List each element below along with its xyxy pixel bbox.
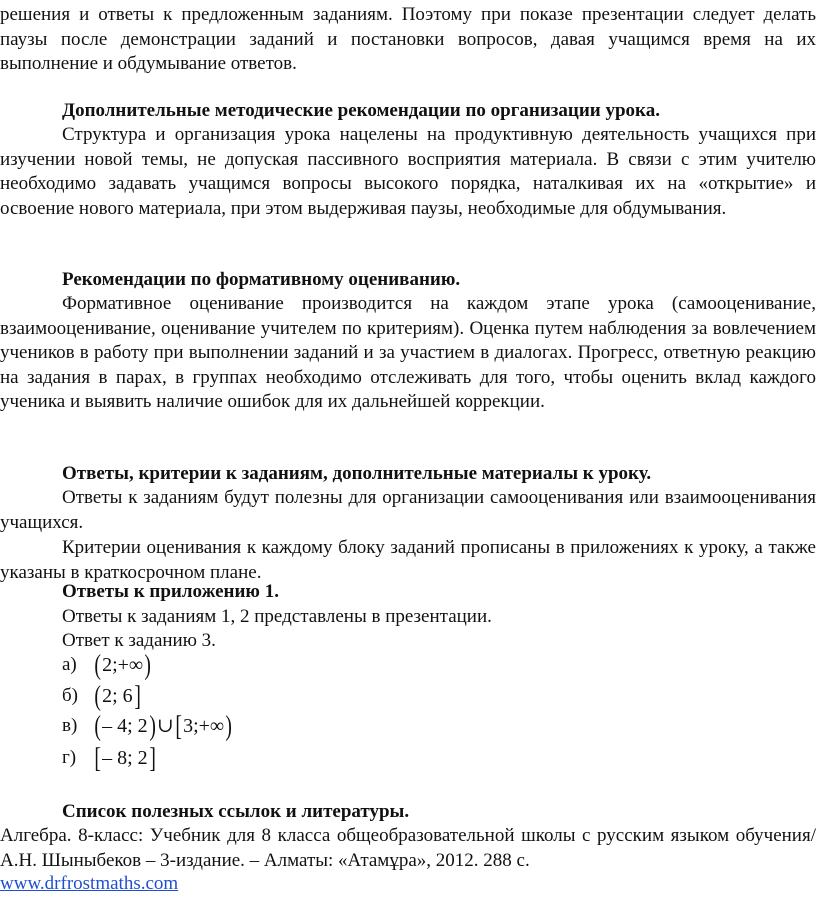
answer-value: 2; 6 bbox=[102, 685, 133, 708]
answer-value: – 8; 2 bbox=[102, 747, 148, 770]
answer-label: б) bbox=[62, 685, 78, 707]
answer-c bbox=[62, 711, 233, 744]
close-bracket: ) bbox=[149, 711, 156, 743]
answer-b bbox=[62, 681, 142, 714]
open-bracket: [ bbox=[175, 711, 182, 743]
open-bracket: ( bbox=[94, 650, 101, 682]
answers-paragraph-2: Критерии оценивания к каждому блоку заданий прописаны в приложениях к уроку, а также указаны в краткосрочном плане. bbox=[0, 537, 816, 583]
open-bracket: ( bbox=[94, 681, 101, 713]
appendix-line-1: Ответы к заданиям 1, 2 представлены в презентации. bbox=[62, 606, 492, 627]
footer-link[interactable]: www.drfrostmaths.com bbox=[0, 873, 179, 894]
open-bracket: [ bbox=[94, 743, 101, 775]
formative-heading: Рекомендации по формативному оцениванию. bbox=[62, 269, 461, 290]
appendix-heading: Ответы к приложению 1. bbox=[62, 581, 279, 602]
answer-value: – 4; 2 bbox=[102, 715, 148, 738]
close-bracket: ] bbox=[149, 743, 156, 775]
answer-expression bbox=[93, 743, 157, 775]
answer-value: 3;+∞ bbox=[183, 715, 225, 738]
answer-expression bbox=[93, 711, 234, 743]
answers-paragraph-1: Ответы к заданиям будут полезны для организации самооценивания или взаимооценивания учащихся. bbox=[0, 487, 816, 533]
close-bracket: ] bbox=[134, 681, 141, 713]
answer-label: в) bbox=[62, 715, 78, 737]
references-heading: Список полезных ссылок и литературы. bbox=[62, 801, 410, 822]
answer-expression bbox=[93, 681, 142, 713]
close-bracket: ) bbox=[225, 711, 233, 743]
answer-d bbox=[62, 743, 157, 776]
answer-label: г) bbox=[62, 747, 77, 769]
method-heading: Дополнительные методические рекомендации по организации урока. bbox=[62, 100, 660, 121]
answers-heading: Ответы, критерии к заданиям, дополнительные материалы к уроку. bbox=[62, 463, 652, 484]
close-bracket: ) bbox=[144, 650, 152, 682]
answer-a bbox=[62, 650, 153, 683]
appendix-line-2: Ответ к заданию 3. bbox=[62, 630, 216, 651]
open-bracket: ( bbox=[94, 711, 101, 743]
method-paragraph: Структура и организация урока нацелены на продуктивную деятельность учащихся при изучении новой темы, не допуская пассивного восприятия материала. В связи с этим учителю необходимо задавать учащимся вопросы высокого порядка, наталкивая их на «открытие» и освоение нового материала, при этом выдерживая паузы, необходимые для обдумывания. bbox=[0, 124, 816, 219]
formative-paragraph: Формативное оценивание производится на каждом этапе урока (самооценивание, взаимооценивание, оценивание учителем по критериям). Оценка путем наблюдения за вовлечением учеников в работу при выполнении заданий и за участием в диалогах. Прогресс, ответную реакцию на задания в парах, в группах необходимо отслеживать для того, чтобы оценить вклад каждого ученика и выявить наличие ошибок для их дальнейшей коррекции. bbox=[0, 293, 816, 412]
union-symbol: ∪ bbox=[156, 715, 174, 738]
intro-paragraph: решения и ответы к предложенным заданиям. Поэтому при показе презентации следует делать паузы после демонстрации заданий и постановки вопросов, давая учащимся время на их выполнение и обдумывание ответов. bbox=[0, 4, 816, 74]
references-paragraph: Алгебра. 8-класс: Учебник для 8 класса общеобразовательной школы с русским языком обучения/ А.Н. Шыныбеков – 3-издание. – Алматы: «Атамұра», 2012. 288 с. bbox=[0, 825, 816, 871]
answer-value: 2;+∞ bbox=[102, 654, 144, 677]
answer-expression bbox=[93, 650, 153, 682]
answer-label: а) bbox=[62, 654, 77, 676]
